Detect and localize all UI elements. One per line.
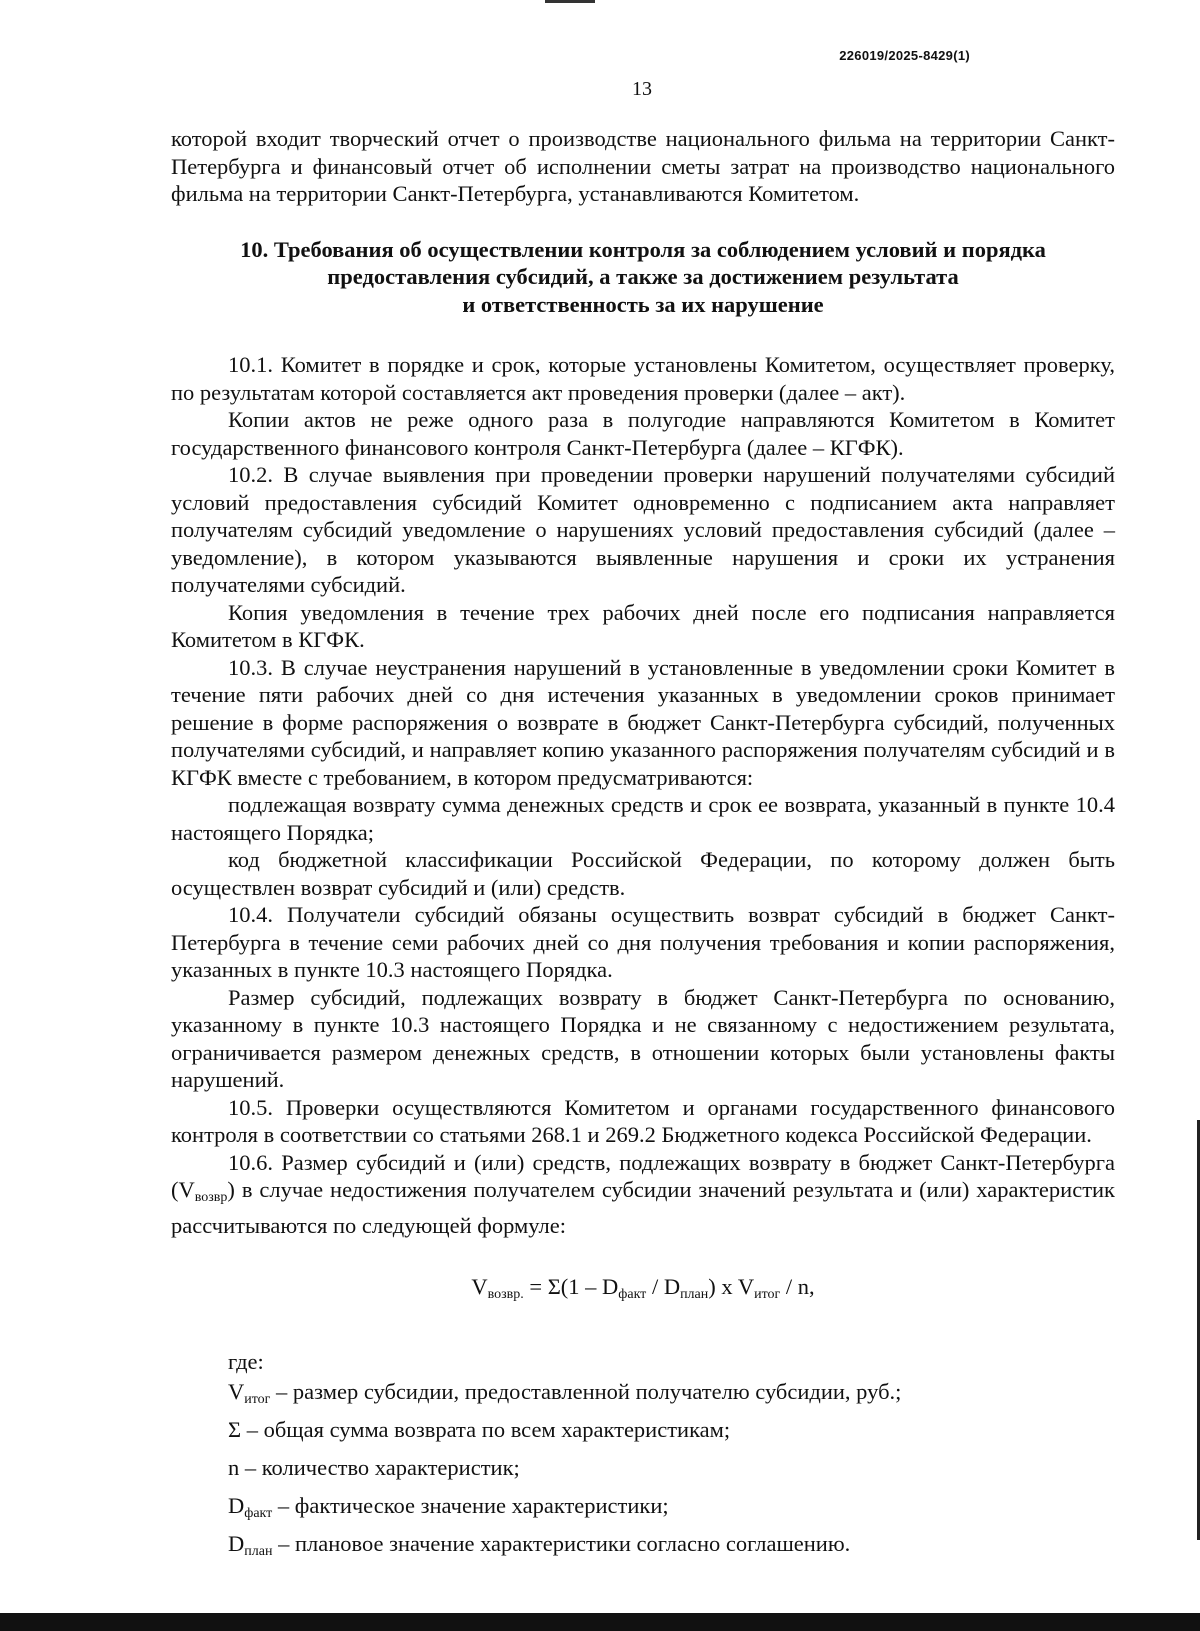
scan-artifact-top (545, 0, 595, 3)
def-text: – плановое значение характеристики согласно соглашению. (272, 1531, 851, 1556)
p106-sub: возвр (194, 1190, 228, 1205)
def-symbol: Σ (228, 1417, 242, 1442)
def-text: – размер субсидии, предоставленной получателю субсидии, руб.; (270, 1379, 902, 1404)
where-label: где: (228, 1349, 264, 1374)
formula-d-fact-sub: факт (618, 1287, 647, 1302)
def-symbol: D (228, 1531, 245, 1556)
paragraph-10-6 (171, 1149, 1115, 1240)
paragraph-10-3: 10.3. В случае неустранения нарушений в установленные в уведомлении сроки Комитет в течение пяти рабочих дней со дня истечения указанных в уведомлении сроков принимает решение в форме распоряжения о возврате в бюджет Санкт-Петербурга субсидий, полученных получателями субсидий, и направляет копию указанного распоряжения получателям субсидий и в КГФК вместе с требованием, в котором предусматриваются: (171, 654, 1115, 790)
formula-part-4: / n, (780, 1274, 815, 1299)
paragraph-acts-copies: Копии актов не реже одного раза в полугодие направляются Комитетом в Комитет государственного финансового контроля Санкт-Петербурга (далее – КГФК). (171, 407, 1115, 460)
def-symbol: D (228, 1493, 245, 1518)
refund-formula (171, 1273, 1115, 1309)
p106-after: ) в случае недостижения получателем субсидии значений результата и (или) характеристик рассчитываются по следующей формуле: (171, 1177, 1115, 1238)
definition-sigma (171, 1415, 1115, 1453)
registration-number: 226019/2025-8429(1) (839, 48, 970, 63)
document-body (171, 125, 1115, 1567)
formula-v-sub: возвр. (487, 1287, 524, 1302)
formula-part-1: = Σ(1 – D (523, 1274, 619, 1299)
definition-d-fact (171, 1491, 1115, 1529)
def-sub: факт (244, 1506, 273, 1521)
section-title (171, 236, 1115, 319)
definition-d-plan (171, 1529, 1115, 1567)
def-symbol: n (228, 1455, 240, 1480)
paragraph-budget-code: код бюджетной классификации Российской Федерации, по которому должен быть осуществлен возврат субсидий и (или) средств. (171, 847, 1115, 900)
formula-part-3: ) x V (708, 1274, 755, 1299)
paragraph-10-2: 10.2. В случае выявления при проведении проверки нарушений получателями субсидий условий предоставления субсидий Комитет одновременно с подписанием акта направляет получателям субсидий уведомление о нарушениях условий предоставления субсидий (далее – уведомление), в котором указываются выявленные нарушения и сроки их устранения получателями субсидий. (171, 462, 1115, 597)
definition-n (171, 1453, 1115, 1491)
intro-paragraph: которой входит творческий отчет о производстве национального фильма на территории Санкт-Петербурга и финансовый отчет об исполнении сметы затрат на производство национального фильма на территории Санкт-Петербурга, устанавливаются Комитетом. (171, 126, 1115, 206)
formula-part-2: / D (646, 1274, 681, 1299)
scan-artifact-bottom (0, 1613, 1200, 1631)
formula-d-plan-sub: план (680, 1287, 709, 1302)
def-sub: итог (244, 1392, 271, 1407)
paragraph-10-5: 10.5. Проверки осуществляются Комитетом и органами государственного финансового контроля в соответствии со статьями 268.1 и 269.2 Бюджетного кодекса Российской Федерации. (171, 1094, 1115, 1147)
paragraph-refund-size: Размер субсидий, подлежащих возврату в бюджет Санкт-Петербурга по основанию, указанному в пункте 10.3 настоящего Порядка и не связанному с недостижением результата, ограничивается размером денежных средств, в отношении которых были установлены факты нарушений. (171, 984, 1115, 1092)
paragraph-10-4: 10.4. Получатели субсидий обязаны осуществить возврат субсидий в бюджет Санкт-Петербурга в течение семи рабочих дней со дня получения требования и копии распоряжения, указанных в пункте 10.3 настоящего Порядка. (171, 902, 1115, 982)
formula-v: V (471, 1274, 488, 1299)
paragraph-notice-copy: Копия уведомления в течение трех рабочих дней после его подписания направляется Комитетом в КГФК. (171, 599, 1115, 652)
section-title-line-2: предоставления субсидий, а также за достижением результата (327, 264, 959, 289)
def-text: – количество характеристик; (239, 1455, 520, 1480)
paragraph-amount-term: подлежащая возврату сумма денежных средств и срок ее возврата, указанный в пункте 10.4 настоящего Порядка; (171, 792, 1115, 845)
paragraph-10-1: 10.1. Комитет в порядке и срок, которые установлены Комитетом, осуществляет проверку, по результатам которой составляется акт проведения проверки (далее – акт). (171, 352, 1115, 405)
def-text: – общая сумма возврата по всем характеристикам; (241, 1417, 731, 1442)
definition-v-total (171, 1377, 1115, 1415)
p106-before: 10.6. Размер субсидий и (или) средств, подлежащих возврату в бюджет Санкт-Петербурга (V (171, 1149, 1115, 1202)
formula-v-total-sub: итог (754, 1287, 781, 1302)
def-symbol: V (228, 1379, 245, 1404)
section-title-line-1: 10. Требования об осуществлении контроля за соблюдением условий и порядка (240, 236, 1046, 262)
section-title-line-3: и ответственность за их нарушение (462, 291, 824, 317)
def-text: – фактическое значение характеристики; (272, 1493, 669, 1518)
def-sub: план (244, 1544, 273, 1559)
page-number: 13 (632, 78, 652, 100)
